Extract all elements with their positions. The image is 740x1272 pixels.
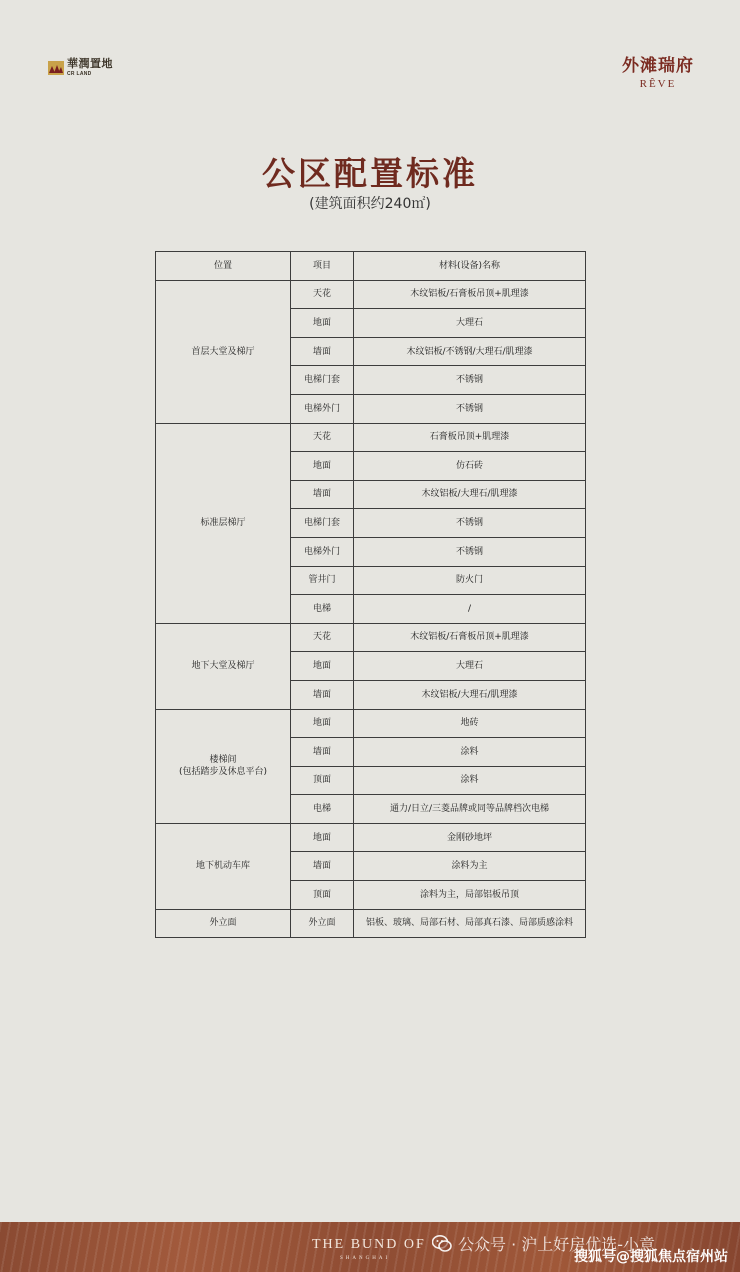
footer-bund-text: THE BUND OF	[312, 1237, 426, 1252]
item-cell: 地面	[291, 709, 354, 738]
item-cell: 顶面	[291, 881, 354, 910]
wechat-icon	[432, 1235, 452, 1253]
item-cell: 天花	[291, 623, 354, 652]
table-row	[156, 623, 586, 652]
item-cell: 墙面	[291, 680, 354, 709]
material-cell: 不锈钢	[354, 366, 586, 395]
table-row	[156, 423, 586, 452]
brand-en-text: RÊVE	[639, 78, 677, 90]
header-location: 位置	[156, 252, 291, 281]
project-brand	[622, 58, 694, 90]
material-cell: 防火门	[354, 566, 586, 595]
item-cell: 墙面	[291, 480, 354, 509]
item-cell: 外立面	[291, 909, 354, 938]
location-cell: 首层大堂及梯厅	[156, 280, 291, 423]
cr-land-logo	[48, 58, 113, 77]
page-title: 公区配置标准	[262, 154, 478, 193]
page-subtitle: (建筑面积约240㎡)	[309, 196, 431, 212]
location-cell: 地下大堂及梯厅	[156, 623, 291, 709]
material-cell: 木纹铝板/石膏板吊顶+肌理漆	[354, 623, 586, 652]
material-cell: 涂料为主	[354, 852, 586, 881]
material-cell: 木纹铝板/大理石/肌理漆	[354, 680, 586, 709]
table-row	[156, 909, 586, 938]
material-cell: 铝板、玻璃、局部石材、局部真石漆、局部质感涂料	[354, 909, 586, 938]
item-cell: 电梯	[291, 595, 354, 624]
material-cell: 木纹铝板/大理石/肌理漆	[354, 480, 586, 509]
table-row	[156, 280, 586, 309]
location-cell: 地下机动车库	[156, 823, 291, 909]
table-row	[156, 709, 586, 738]
material-cell: /	[354, 595, 586, 624]
item-cell: 地面	[291, 823, 354, 852]
brand-cn-text: 外滩瑞府	[622, 56, 694, 76]
item-cell: 顶面	[291, 766, 354, 795]
item-cell: 电梯外门	[291, 537, 354, 566]
item-cell: 天花	[291, 280, 354, 309]
item-cell: 地面	[291, 309, 354, 338]
material-cell: 不锈钢	[354, 394, 586, 423]
item-cell: 电梯门套	[291, 509, 354, 538]
material-cell: 不锈钢	[354, 537, 586, 566]
footer-shanghai-text: SHANGHAI	[340, 1256, 391, 1261]
table-header-row	[156, 252, 586, 281]
material-cell: 大理石	[354, 652, 586, 681]
material-cell: 大理石	[354, 309, 586, 338]
material-cell: 石膏板吊顶+肌理漆	[354, 423, 586, 452]
item-cell: 墙面	[291, 337, 354, 366]
header-item: 项目	[291, 252, 354, 281]
item-cell: 电梯	[291, 795, 354, 824]
item-cell: 电梯外门	[291, 394, 354, 423]
item-cell: 地面	[291, 652, 354, 681]
material-cell: 涂料为主，局部铝板吊顶	[354, 881, 586, 910]
item-cell: 管井门	[291, 566, 354, 595]
table-row	[156, 823, 586, 852]
wechat-watermark-text: 公众号 · 沪上好房优选-小意	[458, 1235, 656, 1254]
item-cell: 墙面	[291, 852, 354, 881]
material-cell: 涂料	[354, 738, 586, 767]
item-cell: 墙面	[291, 738, 354, 767]
material-cell: 木纹铝板/石膏板吊顶+肌理漆	[354, 280, 586, 309]
material-cell: 地砖	[354, 709, 586, 738]
cr-land-mark-icon	[48, 61, 64, 75]
material-cell: 通力/日立/三菱品牌或同等品牌档次电梯	[354, 795, 586, 824]
material-cell: 涂料	[354, 766, 586, 795]
material-cell: 不锈钢	[354, 509, 586, 538]
material-cell: 仿石砖	[354, 452, 586, 481]
logo-cn-text: 華潤置地	[67, 57, 113, 70]
logo-en-text: CR LAND	[67, 71, 92, 77]
header-material: 材料(设备)名称	[354, 252, 586, 281]
item-cell: 天花	[291, 423, 354, 452]
item-cell: 电梯门套	[291, 366, 354, 395]
material-cell: 金刚砂地坪	[354, 823, 586, 852]
item-cell: 地面	[291, 452, 354, 481]
spec-table	[155, 251, 586, 938]
location-cell: 楼梯间 (包括踏步及休息平台)	[156, 709, 291, 823]
material-cell: 木纹铝板/不锈钢/大理石/肌理漆	[354, 337, 586, 366]
location-cell: 标准层梯厅	[156, 423, 291, 623]
location-cell: 外立面	[156, 909, 291, 938]
sohu-watermark: 搜狐号@搜狐焦点宿州站	[574, 1249, 728, 1265]
